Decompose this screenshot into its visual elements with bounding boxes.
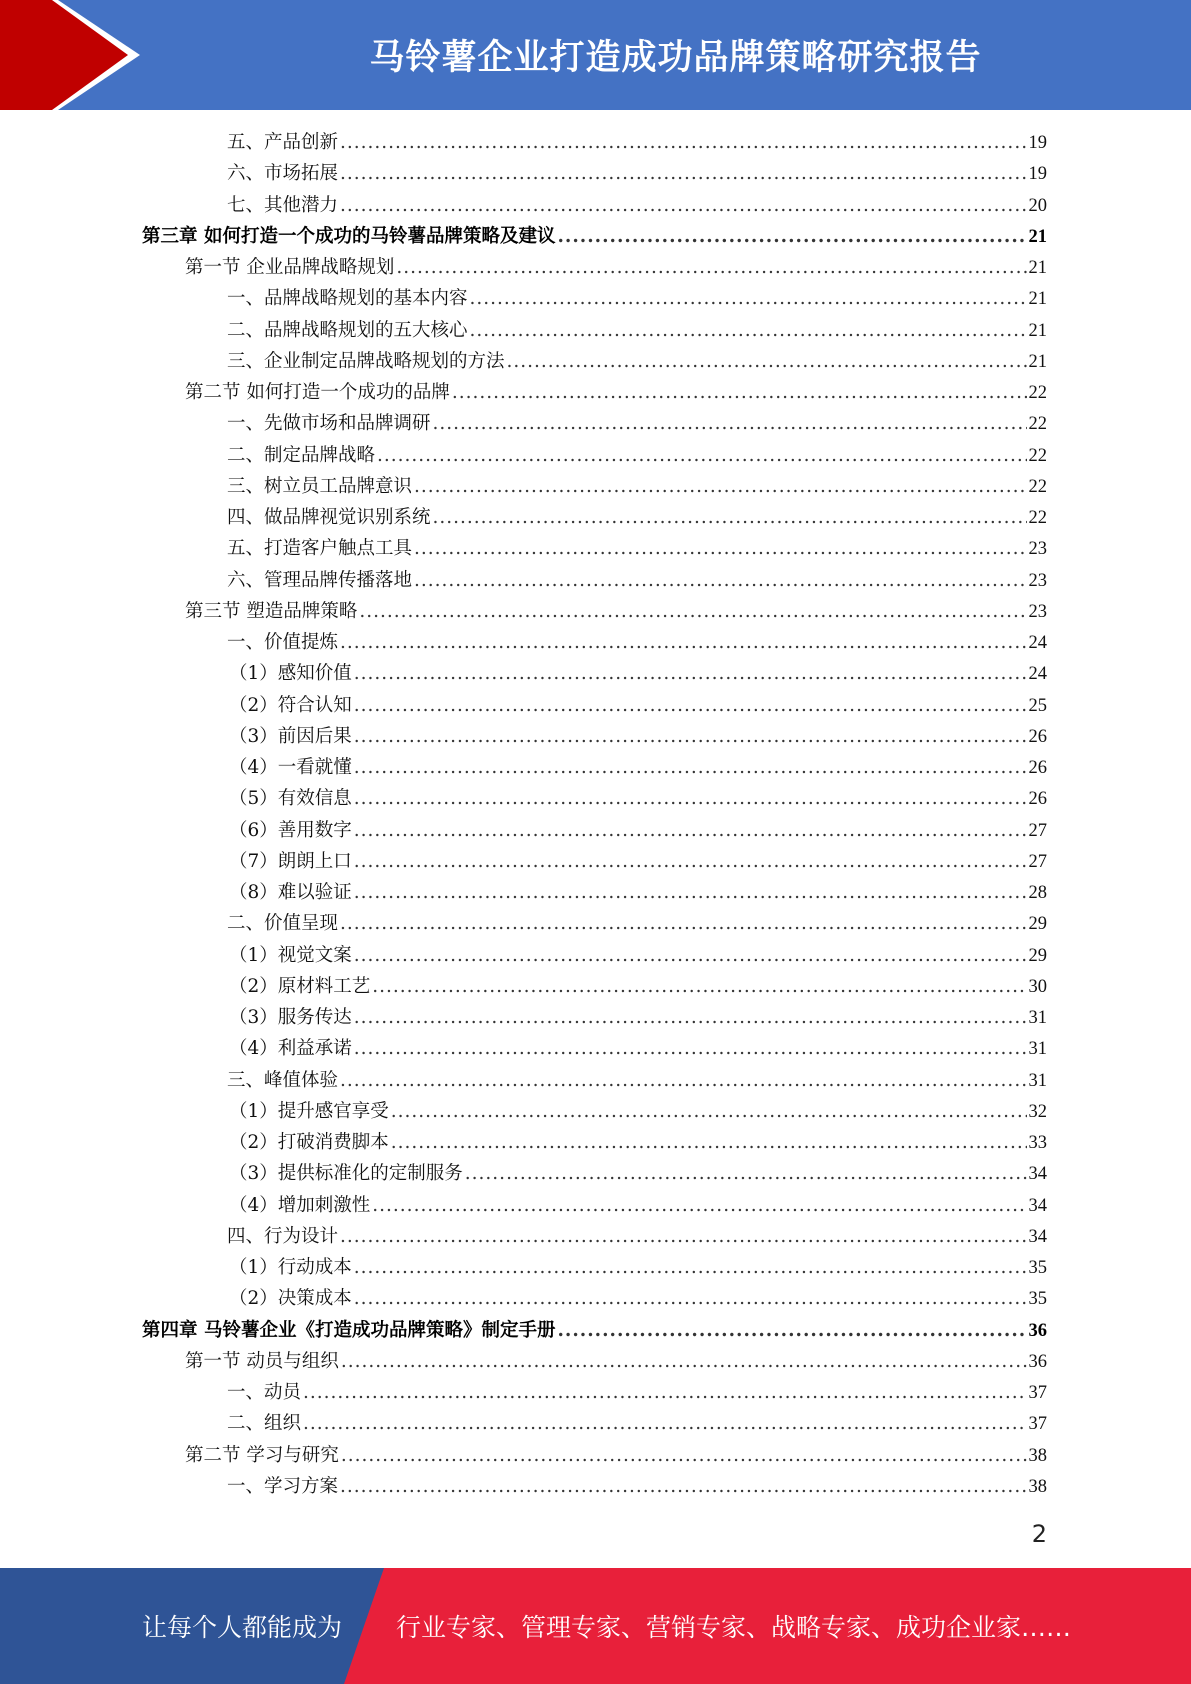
toc-entry-title: 三、树立员工品牌意识 (227, 475, 413, 497)
toc-entry-page: 26 (1028, 726, 1047, 747)
table-of-contents (0, 127, 1191, 1502)
toc-section-entry[interactable] (0, 252, 1047, 283)
toc-dot-leader (391, 1127, 1027, 1158)
toc-entry-title: 四、做品牌视觉识别系统 (227, 507, 431, 528)
toc-item-entry[interactable] (0, 690, 1047, 721)
toc-entry-page: 24 (1028, 664, 1047, 685)
page-header (0, 0, 1191, 110)
toc-item-entry[interactable] (0, 1065, 1047, 1096)
toc-item-entry[interactable] (0, 658, 1047, 689)
toc-entry-title: 六、管理品牌传播落地 (227, 569, 413, 591)
toc-dot-leader (433, 408, 1027, 439)
toc-dot-leader (341, 1346, 1027, 1377)
toc-dot-leader (303, 1408, 1026, 1439)
toc-item-entry[interactable] (0, 877, 1047, 908)
toc-entry-title: 七、其他潜力 (227, 194, 339, 216)
toc-section-entry[interactable] (0, 377, 1047, 408)
toc-item-entry[interactable] (0, 752, 1047, 783)
toc-dot-leader (340, 158, 1026, 189)
toc-entry-title: 第二节 如何打造一个成功的品牌 (185, 382, 450, 403)
toc-item-entry[interactable] (0, 1158, 1047, 1189)
toc-entry-page: 23 (1028, 601, 1047, 622)
toc-entry-title: 一、先做市场和品牌调研 (227, 413, 431, 435)
toc-section-entry[interactable] (0, 596, 1047, 627)
toc-item-entry[interactable] (0, 127, 1047, 158)
toc-dot-leader (354, 1283, 1027, 1314)
toc-item-entry[interactable] (0, 1283, 1047, 1314)
toc-entry-page: 19 (1028, 164, 1047, 185)
toc-entry-title: （1）提升感官享受 (229, 1100, 389, 1122)
toc-dot-leader (557, 221, 1026, 252)
toc-item-entry[interactable] (0, 908, 1047, 939)
toc-entry-page: 32 (1028, 1101, 1047, 1122)
toc-entry-page: 24 (1028, 633, 1047, 653)
toc-entry-title: 一、学习方案 (227, 1475, 339, 1497)
toc-entry-title: （1）感知价值 (229, 663, 352, 685)
toc-entry-title: 第三章 如何打造一个成功的马铃薯品牌策略及建议 (142, 225, 556, 247)
toc-entry-title: 三、峰值体验 (227, 1069, 339, 1091)
toc-dot-leader (354, 1033, 1027, 1064)
toc-item-entry[interactable] (0, 1190, 1047, 1221)
toc-entry-title: 四、行为设计 (227, 1225, 339, 1247)
toc-entry-title: （4）一看就懂 (229, 757, 352, 778)
toc-entry-page: 22 (1028, 508, 1047, 528)
toc-dot-leader (414, 565, 1026, 596)
toc-item-entry[interactable] (0, 815, 1047, 846)
chevron-decoration-icon (0, 0, 160, 110)
toc-item-entry[interactable] (0, 783, 1047, 814)
toc-entry-page: 31 (1028, 1008, 1047, 1028)
toc-entry-title: 第一节 动员与组织 (185, 1350, 339, 1372)
toc-entry-title: （5）有效信息 (229, 788, 352, 810)
toc-entry-page: 35 (1028, 1289, 1047, 1310)
toc-item-entry[interactable] (0, 158, 1047, 189)
toc-entry-page: 33 (1028, 1133, 1047, 1153)
toc-dot-leader (372, 1190, 1026, 1221)
toc-entry-page: 34 (1028, 1195, 1047, 1216)
toc-dot-leader (377, 440, 1026, 471)
toc-dot-leader (354, 690, 1027, 721)
toc-dot-leader (507, 346, 1027, 377)
toc-entry-page: 26 (1028, 758, 1047, 778)
footer-slogan-left: 让每个人都能成为 (142, 1613, 343, 1642)
toc-dot-leader (372, 971, 1026, 1002)
toc-entry-page: 35 (1028, 1258, 1047, 1278)
toc-item-entry[interactable] (0, 1471, 1047, 1502)
toc-dot-leader (465, 1158, 1027, 1189)
toc-entry-title: （1）行动成本 (229, 1257, 352, 1278)
toc-entry-page: 30 (1028, 976, 1047, 997)
toc-dot-leader (354, 721, 1027, 752)
toc-entry-page: 19 (1028, 133, 1047, 153)
toc-entry-page: 22 (1028, 414, 1047, 435)
toc-dot-leader (340, 908, 1026, 939)
toc-item-entry[interactable] (0, 1252, 1047, 1283)
toc-item-entry[interactable] (0, 190, 1047, 221)
toc-dot-leader (414, 533, 1026, 564)
toc-dot-leader (340, 627, 1026, 658)
toc-entry-page: 31 (1028, 1039, 1047, 1060)
toc-entry-page: 22 (1028, 445, 1047, 466)
toc-entry-page: 27 (1028, 820, 1047, 841)
toc-entry-page: 21 (1028, 351, 1047, 372)
toc-item-entry[interactable] (0, 315, 1047, 346)
toc-item-entry[interactable] (0, 1127, 1047, 1158)
toc-entry-title: 二、价值呈现 (227, 913, 339, 935)
toc-entry-page: 22 (1028, 383, 1047, 403)
toc-item-entry[interactable] (0, 721, 1047, 752)
toc-entry-page: 27 (1028, 851, 1047, 872)
toc-dot-leader (341, 1440, 1027, 1471)
toc-item-entry[interactable] (0, 565, 1047, 596)
page-number: 2 (1031, 1520, 1047, 1548)
toc-dot-leader (303, 1377, 1026, 1408)
toc-item-entry[interactable] (0, 627, 1047, 658)
toc-entry-page: 31 (1028, 1070, 1047, 1091)
toc-dot-leader (433, 502, 1027, 533)
toc-item-entry[interactable] (0, 1408, 1047, 1439)
toc-item-entry[interactable] (0, 1377, 1047, 1408)
toc-entry-page: 38 (1028, 1445, 1047, 1466)
toc-entry-title: （3）提供标准化的定制服务 (229, 1163, 463, 1185)
toc-entry-title: 第一节 企业品牌战略规划 (185, 257, 395, 278)
toc-entry-page: 36 (1028, 1351, 1047, 1372)
toc-entry-page: 21 (1028, 320, 1047, 341)
toc-item-entry[interactable] (0, 440, 1047, 471)
toc-dot-leader (340, 1221, 1026, 1252)
toc-entry-title: （4）增加刺激性 (229, 1194, 371, 1216)
toc-dot-leader (354, 846, 1027, 877)
toc-entry-title: 二、组织 (227, 1413, 302, 1435)
toc-item-entry[interactable] (0, 846, 1047, 877)
toc-item-entry[interactable] (0, 1002, 1047, 1033)
toc-entry-title: 第二节 学习与研究 (185, 1444, 339, 1466)
toc-dot-leader (354, 1002, 1027, 1033)
toc-entry-title: 五、产品创新 (227, 132, 339, 153)
toc-dot-leader (354, 783, 1027, 814)
toc-section-entry[interactable] (0, 1346, 1047, 1377)
toc-entry-page: 23 (1028, 570, 1047, 591)
toc-dot-leader (557, 1315, 1026, 1346)
toc-entry-page: 38 (1028, 1476, 1047, 1497)
toc-entry-title: （1）视觉文案 (229, 944, 352, 966)
toc-entry-title: 第三节 塑造品牌策略 (185, 600, 358, 622)
toc-dot-leader (340, 1471, 1026, 1502)
toc-item-entry[interactable] (0, 471, 1047, 502)
toc-entry-title: 一、价值提炼 (227, 632, 339, 653)
toc-entry-title: 六、市场拓展 (227, 163, 339, 185)
toc-item-entry[interactable] (0, 1033, 1047, 1064)
toc-entry-page: 37 (1028, 1383, 1047, 1403)
toc-entry-title: （2）符合认知 (229, 694, 352, 716)
toc-entry-title: （2）打破消费脚本 (229, 1132, 389, 1153)
toc-entry-page: 29 (1028, 914, 1047, 935)
toc-entry-title: 三、企业制定品牌战略规划的方法 (227, 350, 505, 372)
toc-item-entry[interactable] (0, 971, 1047, 1002)
toc-entry-title: 一、品牌战略规划的基本内容 (227, 288, 468, 310)
report-title: 马铃薯企业打造成功品牌策略研究报告 (369, 38, 982, 78)
toc-item-entry[interactable] (0, 502, 1047, 533)
toc-chapter-entry[interactable] (0, 1315, 1047, 1346)
toc-entry-page: 34 (1028, 1164, 1047, 1185)
toc-dot-leader (354, 1252, 1027, 1283)
toc-entry-page: 20 (1028, 195, 1047, 216)
toc-entry-page: 34 (1028, 1226, 1047, 1247)
toc-entry-page: 22 (1028, 476, 1047, 497)
toc-dot-leader (414, 471, 1026, 502)
toc-dot-leader (354, 940, 1027, 971)
toc-entry-title: （4）利益承诺 (229, 1038, 352, 1060)
toc-entry-title: （2）原材料工艺 (229, 975, 371, 997)
toc-dot-leader (470, 315, 1027, 346)
toc-dot-leader (359, 596, 1026, 627)
toc-entry-page: 21 (1028, 289, 1047, 310)
toc-dot-leader (340, 127, 1026, 158)
toc-dot-leader (340, 190, 1026, 221)
toc-entry-page: 25 (1028, 695, 1047, 716)
toc-entry-title: （6）善用数字 (229, 819, 352, 841)
toc-item-entry[interactable] (0, 940, 1047, 971)
toc-entry-page: 28 (1028, 883, 1047, 903)
toc-entry-page: 21 (1028, 258, 1047, 278)
toc-entry-page: 26 (1028, 789, 1047, 810)
toc-entry-title: （7）朗朗上口 (229, 850, 352, 872)
toc-dot-leader (354, 877, 1027, 908)
toc-entry-title: （2）决策成本 (229, 1288, 352, 1310)
toc-entry-title: （3）服务传达 (229, 1007, 352, 1028)
toc-entry-title: 第四章 马铃薯企业《打造成功品牌策略》制定手册 (142, 1319, 556, 1341)
footer-slogan-right: 行业专家、管理专家、营销专家、战略专家、成功企业家…… (396, 1613, 1072, 1642)
toc-entry-page: 21 (1028, 226, 1047, 247)
page-footer (0, 1568, 1191, 1684)
toc-item-entry[interactable] (0, 533, 1047, 564)
toc-item-entry[interactable] (0, 1221, 1047, 1252)
toc-entry-title: 二、品牌战略规划的五大核心 (227, 319, 468, 341)
toc-item-entry[interactable] (0, 283, 1047, 314)
toc-entry-page: 29 (1028, 945, 1047, 966)
toc-entry-page: 36 (1028, 1320, 1047, 1341)
toc-entry-page: 23 (1028, 539, 1047, 560)
toc-item-entry[interactable] (0, 1096, 1047, 1127)
toc-dot-leader (396, 252, 1026, 283)
toc-entry-title: （8）难以验证 (229, 882, 352, 903)
toc-section-entry[interactable] (0, 1440, 1047, 1471)
toc-item-entry[interactable] (0, 408, 1047, 439)
toc-chapter-entry[interactable] (0, 221, 1047, 252)
toc-dot-leader (354, 752, 1027, 783)
toc-dot-leader (354, 815, 1027, 846)
toc-dot-leader (452, 377, 1027, 408)
toc-entry-title: （3）前因后果 (229, 725, 352, 747)
toc-entry-title: 二、制定品牌战略 (227, 444, 376, 466)
toc-dot-leader (340, 1065, 1026, 1096)
toc-dot-leader (470, 283, 1027, 314)
toc-item-entry[interactable] (0, 346, 1047, 377)
toc-entry-title: 一、动员 (227, 1382, 302, 1403)
toc-entry-page: 37 (1028, 1414, 1047, 1435)
toc-entry-title: 五、打造客户触点工具 (227, 538, 413, 560)
toc-dot-leader (354, 658, 1027, 689)
toc-dot-leader (391, 1096, 1027, 1127)
